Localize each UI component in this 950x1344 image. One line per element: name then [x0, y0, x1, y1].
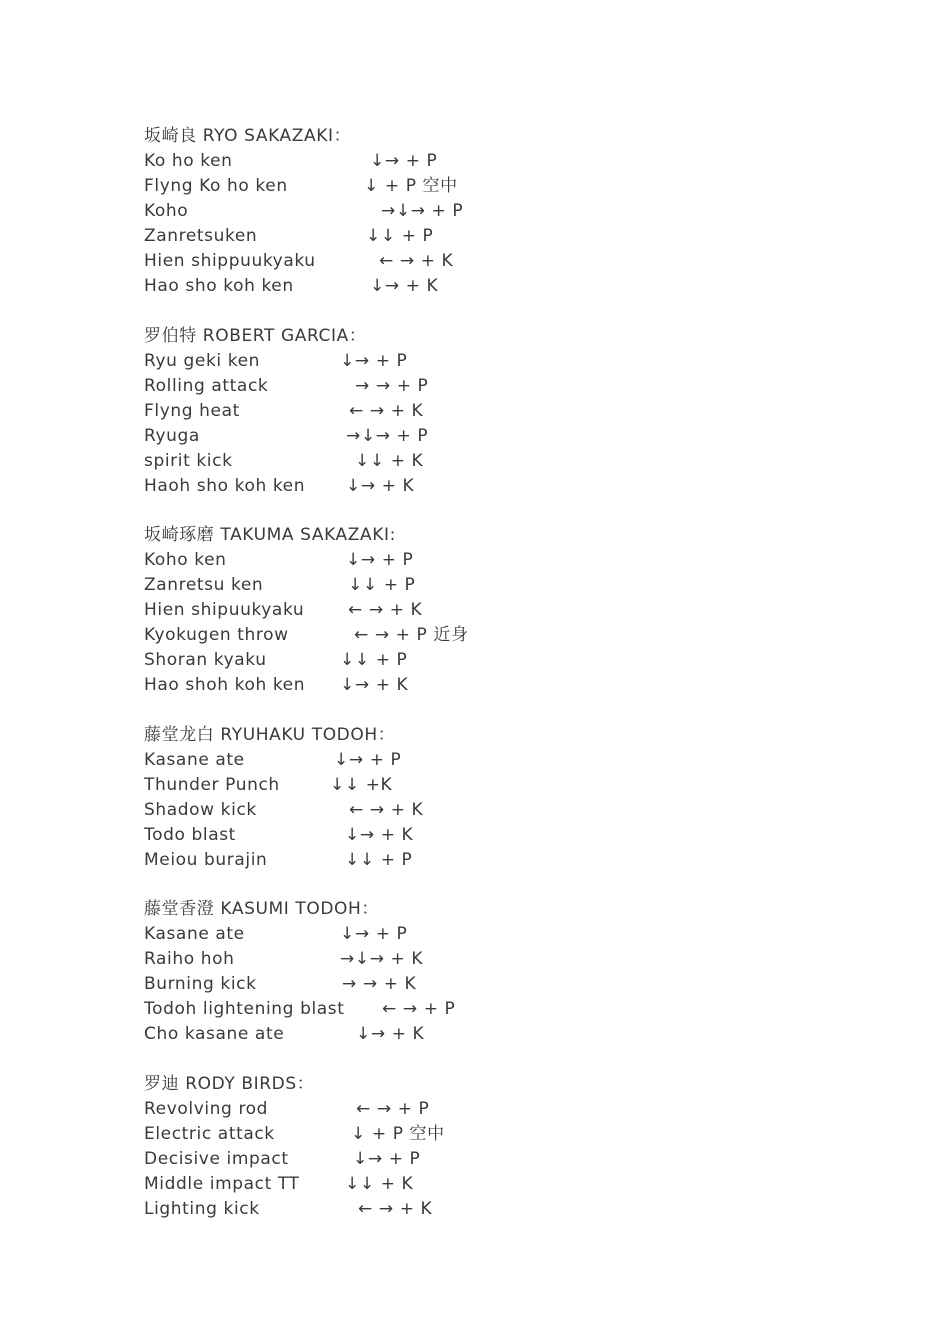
- move-row: [144, 1122, 904, 1147]
- move-input: ↓↓ +K: [330, 774, 393, 795]
- move-row: [144, 748, 904, 773]
- move-row: [144, 1022, 904, 1047]
- move-row: [144, 1172, 904, 1197]
- move-name: Hien shippuukyaku: [144, 251, 316, 271]
- move-name: Revolving rod: [144, 1098, 269, 1119]
- move-row: [144, 598, 904, 623]
- move-input: ↓↓ + K: [345, 1173, 414, 1194]
- move-name: Rolling attack: [144, 375, 269, 396]
- move-input: ↓→ + P: [340, 924, 408, 944]
- move-input: → → + P: [355, 375, 429, 396]
- move-input: ↓→ + K: [370, 276, 439, 296]
- move-name: Ko ho ken: [144, 151, 233, 171]
- move-row: [144, 349, 904, 374]
- move-name: Burning kick: [144, 974, 257, 994]
- move-name: Lighting kick: [144, 1198, 260, 1219]
- move-input: ← → + K: [379, 251, 454, 271]
- move-list-document: [144, 124, 904, 1222]
- move-name: Zanretsu ken: [144, 575, 264, 595]
- character-section: [144, 723, 904, 873]
- move-row: [144, 997, 904, 1022]
- character-header: 罗迪 RODY BIRDS：: [144, 1073, 315, 1094]
- move-row: [144, 224, 904, 249]
- move-input: ↓→ + P: [353, 1148, 421, 1169]
- move-name: Flyng heat: [144, 400, 240, 421]
- character-section: [144, 124, 904, 299]
- move-input: ↓↓ + P: [345, 849, 413, 870]
- move-input: →↓→ + P: [381, 201, 464, 221]
- move-row: [144, 623, 904, 648]
- move-name: Koho: [144, 201, 189, 221]
- move-row: [144, 174, 904, 199]
- move-row: [144, 399, 904, 424]
- move-row: [144, 274, 904, 299]
- move-name: Thunder Punch: [144, 774, 280, 795]
- move-row: [144, 249, 904, 274]
- move-name: Shadow kick: [144, 799, 257, 820]
- move-input: →↓→ + K: [340, 949, 424, 969]
- move-input: ↓↓ + P: [348, 575, 416, 595]
- move-input: ↓→ + K: [346, 475, 415, 496]
- move-row: [144, 773, 904, 798]
- character-section: [144, 897, 904, 1047]
- move-row: [144, 374, 904, 399]
- move-input: ↓→ + K: [340, 675, 409, 695]
- move-input: →↓→ + P: [346, 425, 429, 446]
- move-name: Todo blast: [144, 824, 236, 845]
- move-input: ← → + K: [349, 400, 424, 421]
- move-name: spirit kick: [144, 450, 233, 471]
- move-input: ↓↓ + K: [355, 450, 424, 471]
- move-name: Ryu geki ken: [144, 350, 261, 371]
- move-row: [144, 573, 904, 598]
- move-row: [144, 199, 904, 224]
- move-input: ↓↓ + P: [340, 650, 408, 670]
- character-header: 藤堂龙白 RYUHAKU TODOH：: [144, 724, 396, 745]
- move-name: Meiou burajin: [144, 849, 268, 870]
- move-name: Shoran kyaku: [144, 650, 267, 670]
- character-section: [144, 1072, 904, 1222]
- character-section: [144, 523, 904, 698]
- move-row: [144, 673, 904, 698]
- move-name: Hien shipuukyaku: [144, 600, 305, 620]
- character-section: [144, 324, 904, 499]
- move-input: ↓↓ + P: [366, 226, 434, 246]
- move-row: [144, 1147, 904, 1172]
- move-input: ↓ + P 空中: [351, 1123, 445, 1144]
- move-row: [144, 972, 904, 997]
- move-name: Electric attack: [144, 1123, 275, 1144]
- move-row: [144, 1097, 904, 1122]
- move-input: ← → + K: [349, 799, 424, 820]
- move-input: ← → + K: [348, 600, 423, 620]
- move-input: ← → + P: [382, 999, 456, 1019]
- move-input: → → + K: [342, 974, 417, 994]
- move-row: [144, 848, 904, 873]
- move-name: Zanretsuken: [144, 226, 258, 246]
- move-input: ↓→ + P: [334, 749, 402, 770]
- move-row: [144, 947, 904, 972]
- move-row: [144, 548, 904, 573]
- character-header: 坂崎良 RYO SAKAZAKI：: [144, 126, 352, 146]
- character-header: 罗伯特 ROBERT GARCIA：: [144, 325, 367, 346]
- move-row: [144, 922, 904, 947]
- move-input: ← → + K: [358, 1198, 433, 1219]
- character-header: 坂崎琢磨 TAKUMA SAKAZAKI:: [144, 525, 396, 545]
- move-row: [144, 648, 904, 673]
- move-name: Raiho hoh: [144, 949, 235, 969]
- move-input: ← → + P 近身: [354, 625, 469, 645]
- move-row: [144, 1197, 904, 1222]
- move-input: ↓ + P 空中: [364, 176, 458, 196]
- move-name: Hao shoh koh ken: [144, 675, 306, 695]
- move-name: Ryuga: [144, 425, 200, 446]
- move-name: Hao sho koh ken: [144, 276, 294, 296]
- move-row: [144, 424, 904, 449]
- move-row: [144, 823, 904, 848]
- move-row: [144, 449, 904, 474]
- move-input: ↓→ + K: [345, 824, 414, 845]
- move-name: Middle impact TT: [144, 1173, 300, 1194]
- move-name: Haoh sho koh ken: [144, 475, 306, 496]
- move-name: Kyokugen throw: [144, 625, 289, 645]
- move-name: Decisive impact: [144, 1148, 289, 1169]
- move-row: [144, 798, 904, 823]
- move-input: ↓→ + P: [340, 350, 408, 371]
- move-row: [144, 149, 904, 174]
- move-input: ← → + P: [356, 1098, 430, 1119]
- move-name: Cho kasane ate: [144, 1024, 285, 1044]
- move-name: Kasane ate: [144, 749, 245, 770]
- move-name: Flyng Ko ho ken: [144, 176, 288, 196]
- move-input: ↓→ + P: [346, 550, 414, 570]
- move-row: [144, 474, 904, 499]
- move-name: Kasane ate: [144, 924, 245, 944]
- character-header: 藤堂香澄 KASUMI TODOH：: [144, 899, 380, 919]
- move-input: ↓→ + K: [356, 1024, 425, 1044]
- move-name: Koho ken: [144, 550, 227, 570]
- move-input: ↓→ + P: [370, 151, 438, 171]
- move-name: Todoh lightening blast: [144, 999, 345, 1019]
